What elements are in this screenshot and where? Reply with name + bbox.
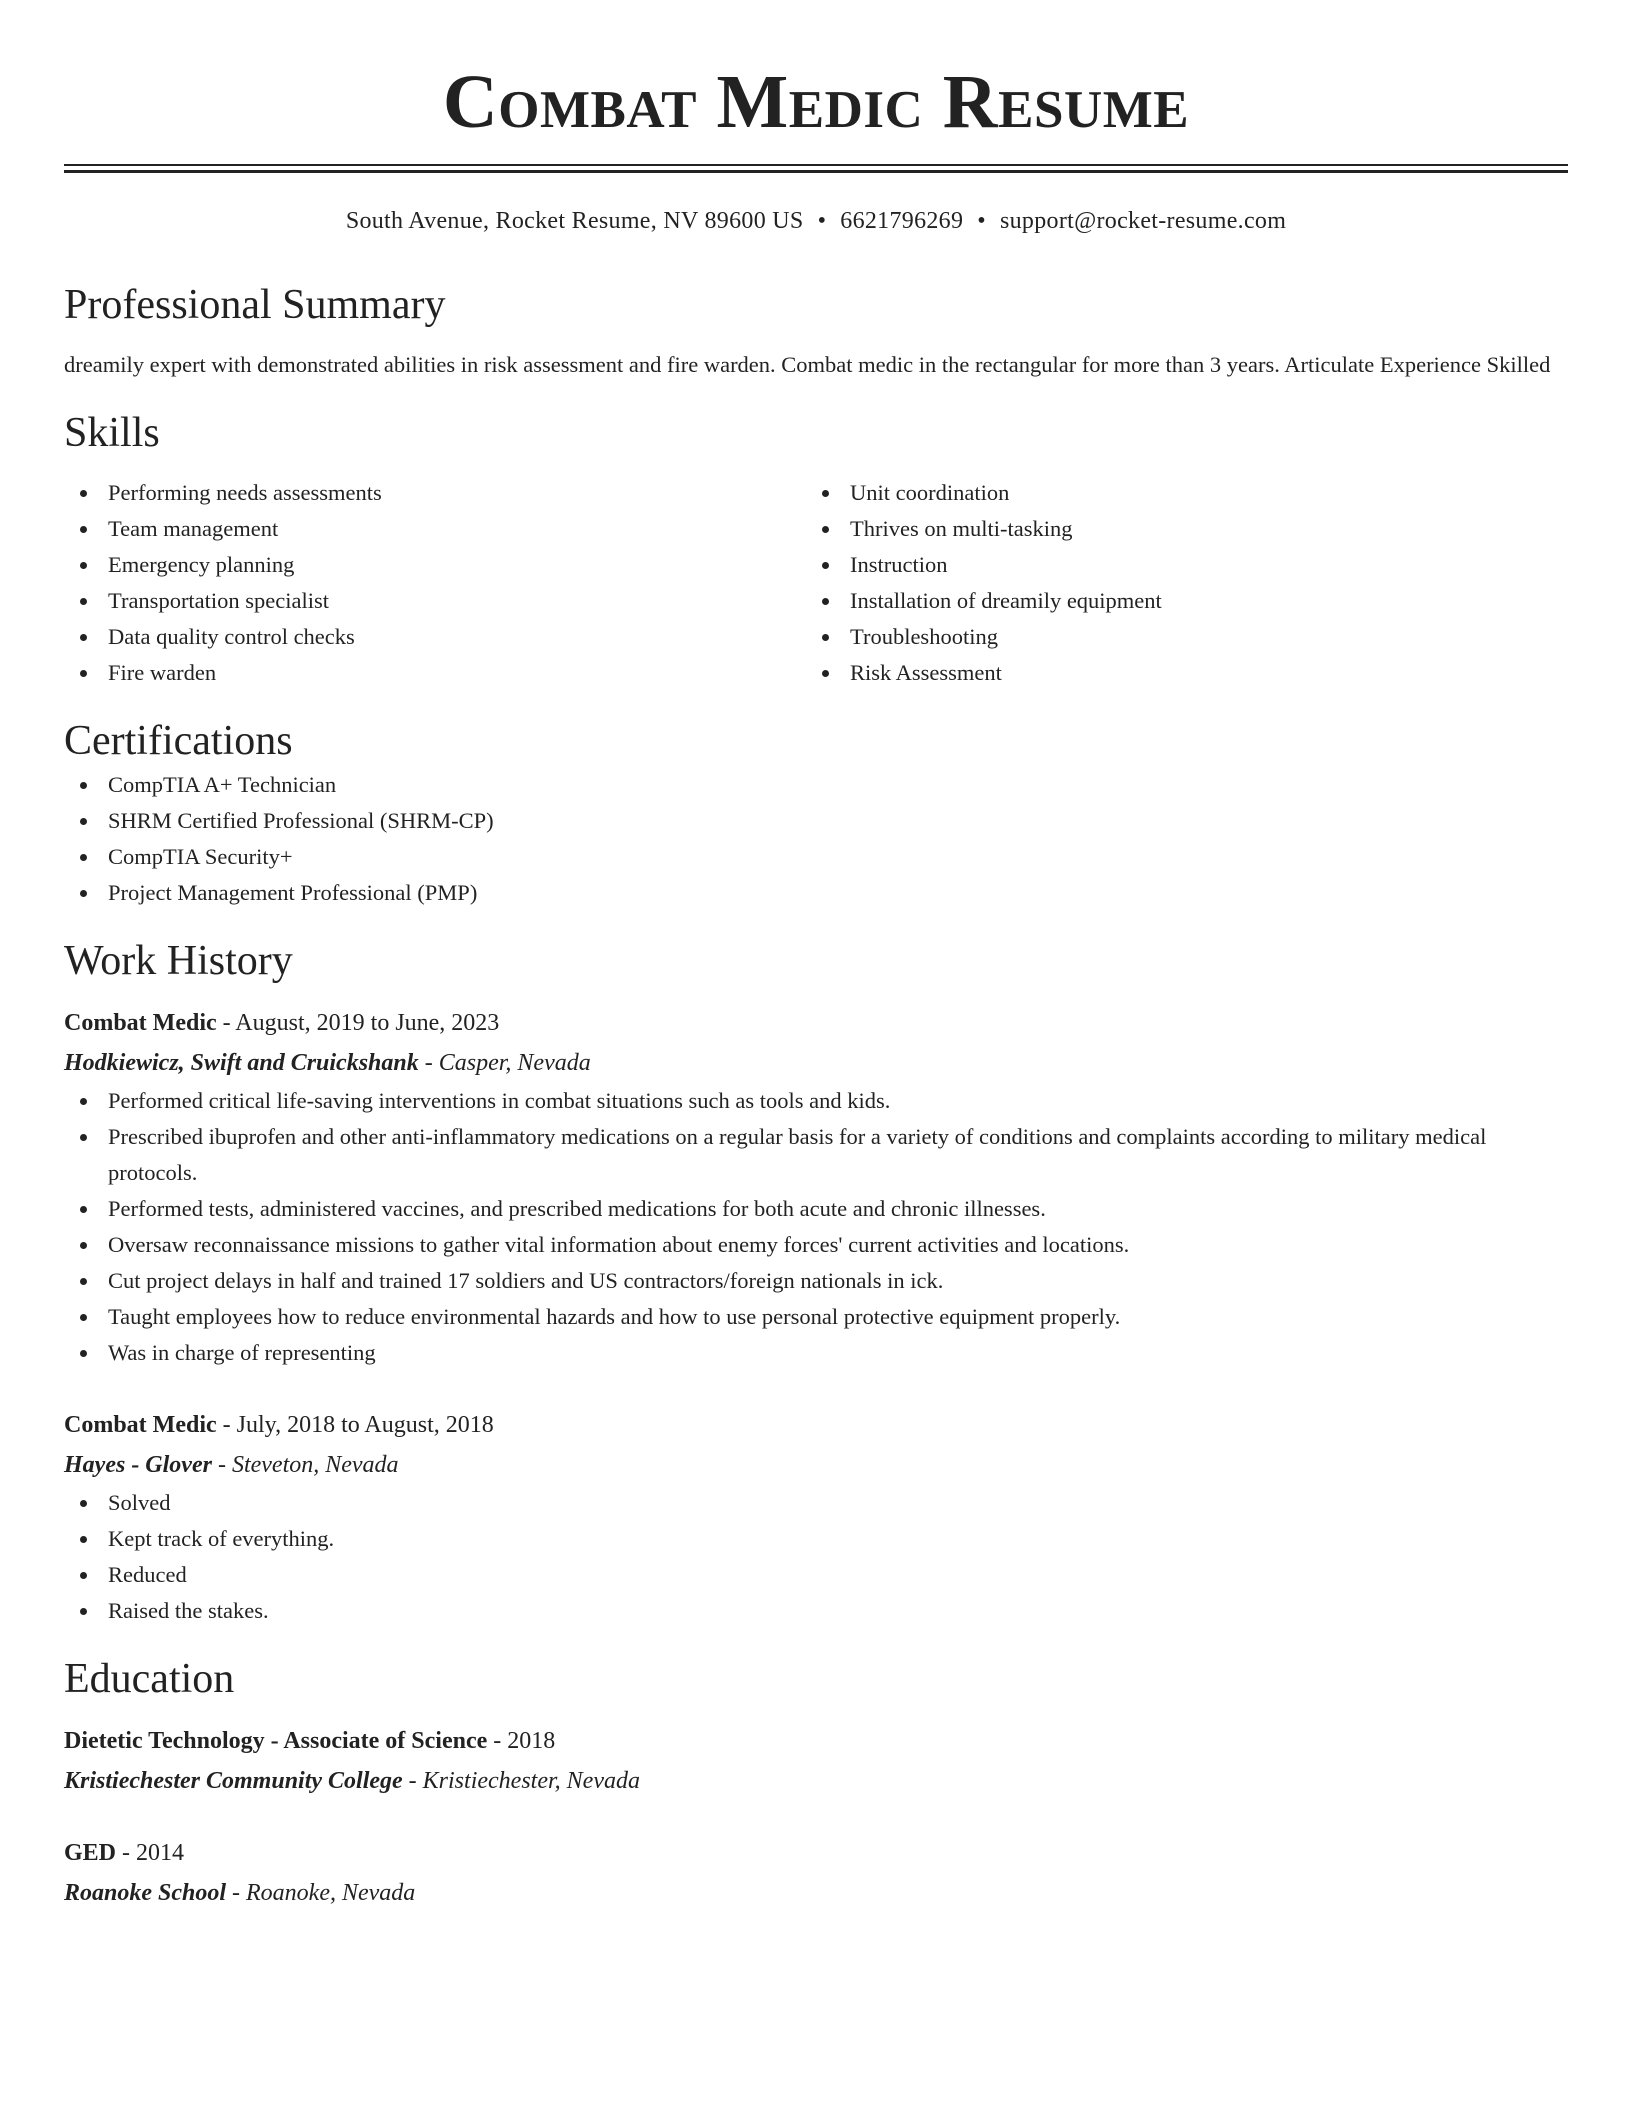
job-duty-item: Taught employees how to reduce environmental hazards and how to use personal protective equipment properly. — [64, 1299, 1568, 1335]
resume-title: Combat Medic Resume — [442, 60, 1190, 144]
certification-item: CompTIA A+ Technician — [64, 767, 1568, 803]
job-employer-line — [64, 1043, 1568, 1083]
skill-item: Transportation specialist — [64, 583, 806, 619]
certification-item: CompTIA Security+ — [64, 839, 1568, 875]
job-title-line — [64, 1003, 1568, 1043]
skills-column-right — [806, 475, 1548, 691]
job-duty-item: Performed tests, administered vaccines, and prescribed medications for both acute and chronic illnesses. — [64, 1191, 1568, 1227]
job-duty-item: Prescribed ibuprofen and other anti-inflammatory medications on a regular basis for a variety of conditions and complaints according to military medical protocols. — [64, 1119, 1568, 1191]
certifications-heading: Certifications — [64, 718, 293, 764]
job-duty-item: Solved — [64, 1485, 1568, 1521]
job-location: - Steveton, Nevada — [211, 1452, 399, 1478]
job-duty-item: Oversaw reconnaissance missions to gather vital information about enemy forces' current activities and locations. — [64, 1227, 1568, 1263]
job-entry — [64, 1405, 1568, 1629]
certifications-list — [64, 767, 1568, 911]
job-employer: Hodkiewicz, Swift and Cruickshank — [64, 1050, 419, 1076]
education-degree: GED — [64, 1840, 117, 1866]
job-duty-item: Performed critical life-saving interventions in combat situations such as tools and kids. — [64, 1083, 1568, 1119]
job-duty-item: Raised the stakes. — [64, 1593, 1568, 1629]
skill-item: Installation of dreamily equipment — [806, 583, 1548, 619]
contact-separator: • — [817, 208, 827, 234]
summary-text: dreamily expert with demonstrated abilities in risk assessment and fire warden. Combat medic in the rectangular for more than 3 years. Articulate Experience Skilled — [64, 352, 1551, 377]
job-dates: - July, 2018 to August, 2018 — [216, 1412, 494, 1438]
contact-email: support@rocket-resume.com — [999, 208, 1287, 234]
education-year: - 2018 — [487, 1728, 556, 1754]
skills-list-right — [806, 475, 1548, 691]
education-school-line — [64, 1761, 1568, 1801]
skill-item: Performing needs assessments — [64, 475, 806, 511]
skills-list-left — [64, 475, 806, 691]
title-divider — [64, 164, 1568, 173]
job-location: - Casper, Nevada — [418, 1050, 591, 1076]
job-duty-item: Kept track of everything. — [64, 1521, 1568, 1557]
education-location: - Kristiechester, Nevada — [402, 1768, 640, 1794]
contact-line — [64, 205, 1568, 237]
skill-item: Unit coordination — [806, 475, 1548, 511]
education-degree-line — [64, 1721, 1568, 1761]
education-school: Kristiechester Community College — [64, 1768, 403, 1794]
job-duty-item: Reduced — [64, 1557, 1568, 1593]
education-heading: Education — [64, 1656, 235, 1702]
skill-item: Thrives on multi-tasking — [806, 511, 1548, 547]
job-title-line — [64, 1405, 1568, 1445]
job-dates: - August, 2019 to June, 2023 — [216, 1010, 500, 1036]
job-duties-list — [64, 1083, 1568, 1371]
job-role: Combat Medic — [64, 1010, 217, 1036]
job-employer-line — [64, 1445, 1568, 1485]
education-location: - Roanoke, Nevada — [226, 1880, 416, 1906]
skill-item: Emergency planning — [64, 547, 806, 583]
contact-separator: • — [977, 208, 986, 234]
education-school: Roanoke School — [64, 1880, 227, 1906]
job-duty-item: Was in charge of representing — [64, 1335, 1568, 1371]
skills-column-left — [64, 475, 806, 691]
education-entry — [64, 1721, 1568, 1801]
contact-phone: 6621796269 — [840, 208, 964, 234]
education-degree-line — [64, 1833, 1568, 1873]
summary-heading: Professional Summary — [64, 282, 446, 328]
education-year: - 2014 — [116, 1840, 185, 1866]
skill-item: Data quality control checks — [64, 619, 806, 655]
work-history-heading: Work History — [64, 938, 293, 984]
certification-item: Project Management Professional (PMP) — [64, 875, 1568, 911]
job-entry — [64, 1003, 1568, 1371]
skill-item: Fire warden — [64, 655, 806, 691]
skills-heading: Skills — [64, 410, 160, 456]
contact-address: South Avenue, Rocket Resume, NV 89600 US — [345, 208, 804, 234]
certification-item: SHRM Certified Professional (SHRM-CP) — [64, 803, 1568, 839]
job-duties-list — [64, 1485, 1568, 1629]
education-entry — [64, 1833, 1568, 1913]
skills-grid — [64, 475, 1568, 691]
skill-item: Team management — [64, 511, 806, 547]
job-employer: Hayes - Glover — [64, 1452, 212, 1478]
skill-item: Risk Assessment — [806, 655, 1548, 691]
skill-item: Instruction — [806, 547, 1548, 583]
skill-item: Troubleshooting — [806, 619, 1548, 655]
job-role: Combat Medic — [64, 1412, 217, 1438]
education-school-line — [64, 1873, 1568, 1913]
job-duty-item: Cut project delays in half and trained 17 soldiers and US contractors/foreign nationals in ick. — [64, 1263, 1568, 1299]
education-degree: Dietetic Technology - Associate of Science — [64, 1728, 488, 1754]
